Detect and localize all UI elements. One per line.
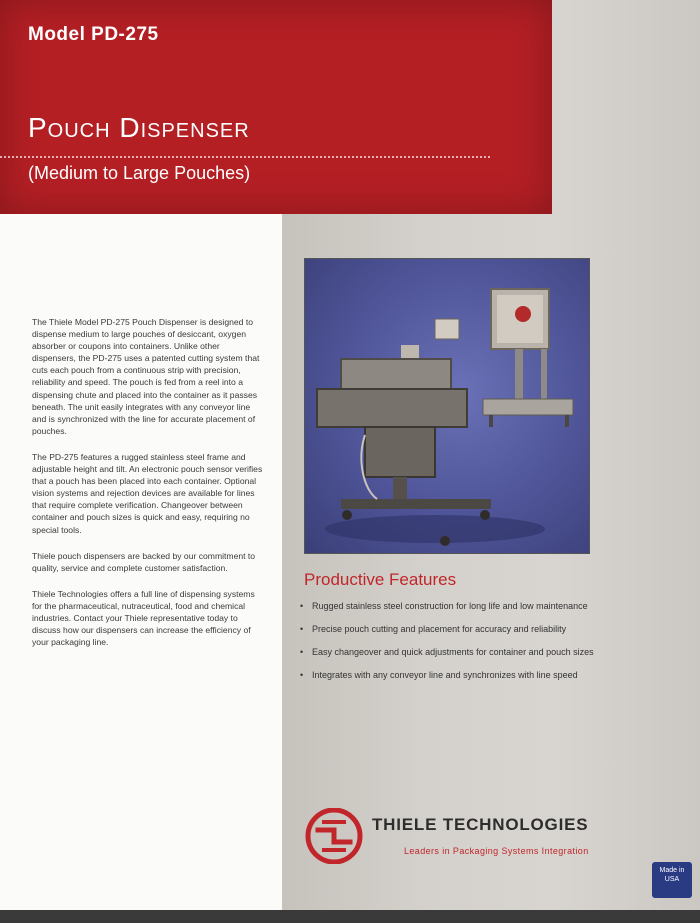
body-paragraph: Thiele Technologies offers a full line of dispensing systems for the pharmaceutical, nutraceutical, food and chemical industries. Contact your Thiele representative today to discuss how our dispensers can increase the efficiency of your packaging line. [32, 588, 255, 648]
product-photo [304, 258, 590, 554]
features-heading: Productive Features [304, 570, 457, 589]
bullet-icon: • [300, 670, 304, 680]
body-paragraph: The PD-275 features a rugged stainless steel frame and adjustable height and tilt. An electronic pouch sensor verifies that a pouch has been placed into each container. Optional vision systems and rejection devices are available for lines that require complete verification. Changeover between container and pouch sizes is quick and easy, requiring no special tools. [32, 451, 263, 535]
company-logo-icon [304, 808, 364, 864]
body-copy [32, 316, 264, 662]
feature-item [300, 623, 630, 636]
title-divider [0, 156, 490, 159]
company-tagline: Leaders in Packaging Systems Integration [404, 846, 589, 856]
bullet-icon: • [300, 601, 304, 611]
bottom-border [0, 910, 700, 923]
feature-text: Precise pouch cutting and placement for accuracy and reliability [312, 624, 567, 634]
feature-text: Easy changeover and quick adjustments for container and pouch sizes [312, 647, 594, 657]
badge-text: Made in USA [659, 867, 685, 883]
company-name: THIELE TECHNOLOGIES [372, 815, 589, 834]
bullet-icon: • [300, 624, 304, 634]
bullet-icon: • [300, 647, 304, 657]
feature-item [300, 600, 630, 613]
model-label: Model PD-275 [28, 24, 159, 45]
feature-item [300, 669, 630, 682]
features-list [300, 600, 630, 692]
feature-text: Integrates with any conveyor line and synchronizes with line speed [312, 670, 578, 680]
product-subtitle: (Medium to Large Pouches) [28, 163, 251, 183]
body-paragraph: Thiele pouch dispensers are backed by our commitment to quality, service and complete customer satisfaction. [32, 550, 256, 573]
feature-item [300, 646, 630, 659]
product-title: Pouch Dispenser [28, 112, 250, 143]
header-panel [0, 0, 552, 214]
machine-illustration [305, 259, 589, 553]
body-paragraph: The Thiele Model PD-275 Pouch Dispenser is designed to dispense medium to large pouches of desiccant, oxygen absorber or coupons into containers. Unlike other dispensers, the PD-275 uses a patented cutting system that cuts each pouch from a continuous strip with precision, reliability and speed. The pouch is fed from a reel into a dispensing chute and placed into the container as it passes beneath. The unit easily integrates with any conveyor line and is synchronized with the line for accurate placement of pouches. [32, 317, 260, 436]
made-in-usa-badge [652, 862, 692, 898]
feature-text: Rugged stainless steel construction for long life and low maintenance [312, 601, 588, 611]
